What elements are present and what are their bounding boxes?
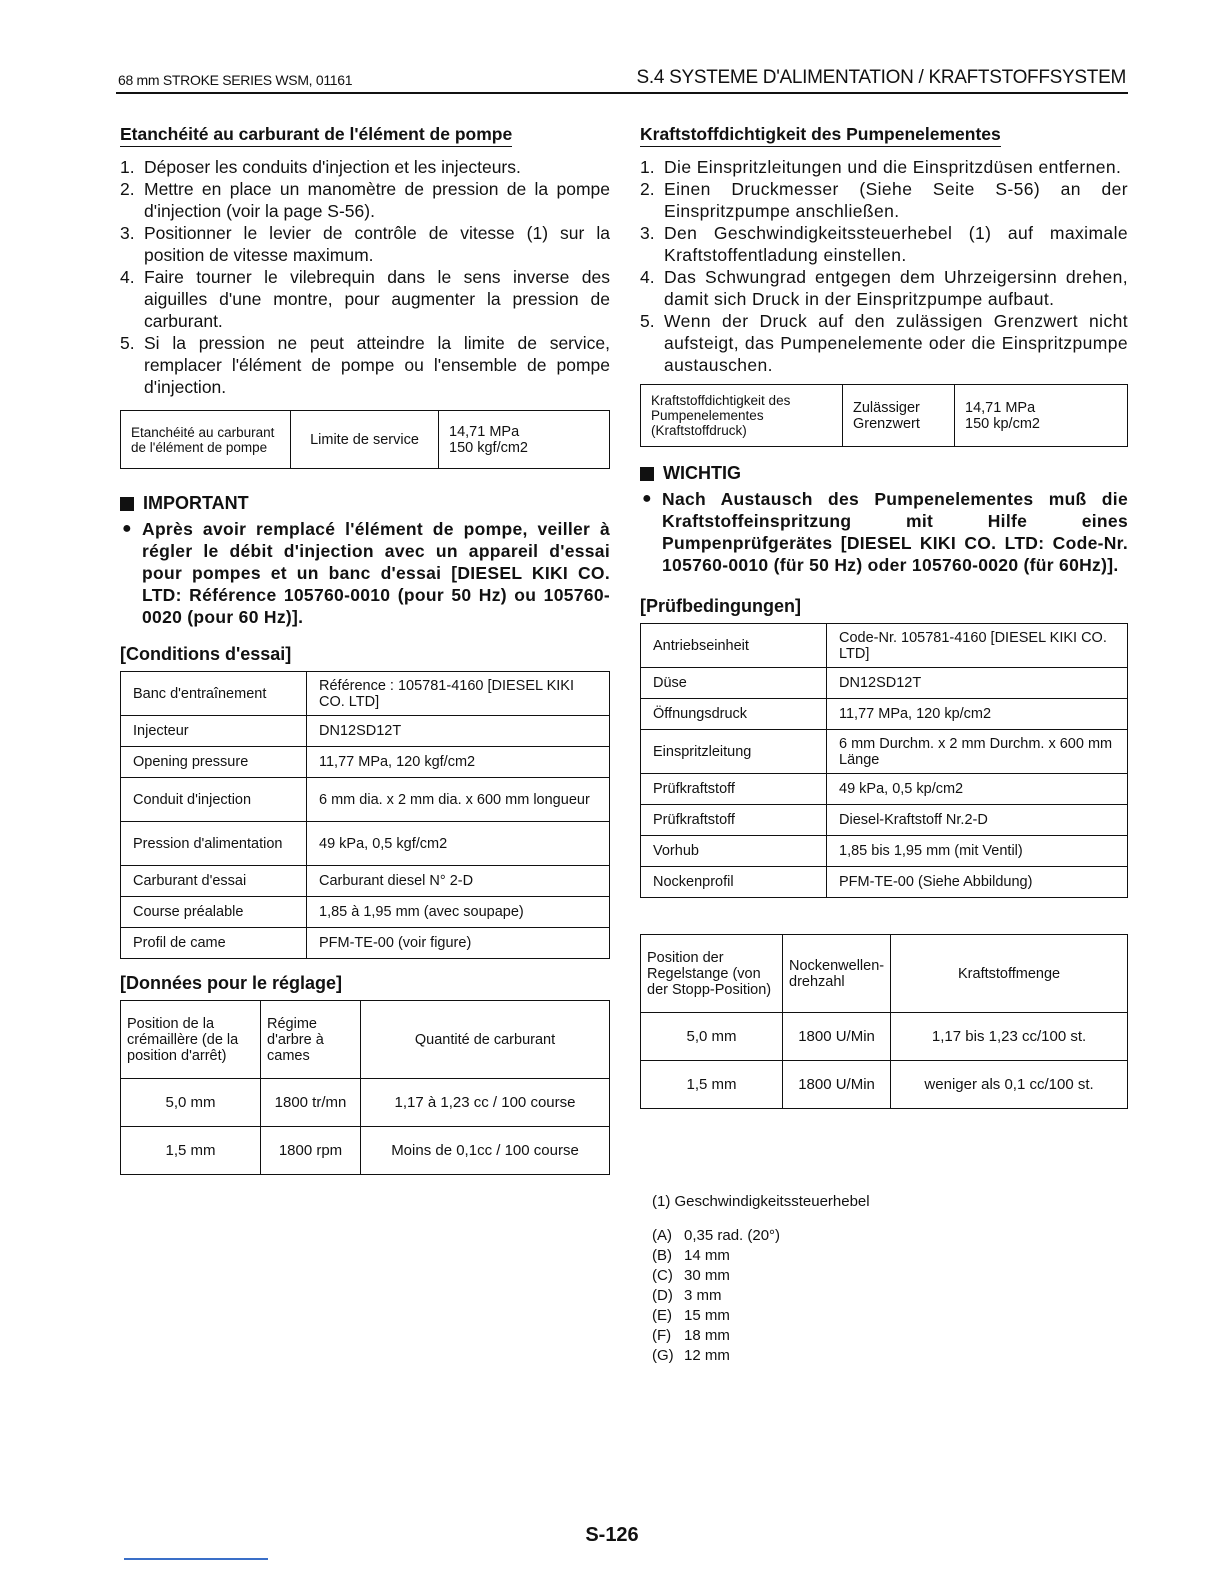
de-spec-table — [640, 384, 1128, 447]
fr-important-note — [120, 518, 610, 628]
condition-label: Carburant d'essai — [121, 866, 307, 897]
footer-rule — [124, 1558, 268, 1560]
adjust-header: Position de la crémaillère (de la position d'arrêt) — [121, 1001, 261, 1079]
black-square-icon — [120, 497, 134, 511]
step-text: Si la pression ne peut atteindre la limite de service, remplacer l'élément de pompe ou l'ensemble de pompe d'injection. — [144, 333, 610, 397]
fr-step — [120, 156, 610, 178]
fr-step — [120, 266, 610, 332]
spec-value-mpa: 14,71 MPa — [449, 423, 520, 440]
condition-value: 6 mm Durchm. x 2 mm Durchm. x 600 mm Länge — [827, 730, 1128, 774]
step-number: 4. — [640, 267, 655, 287]
table-row — [121, 778, 610, 822]
condition-label: Course préalable — [121, 897, 307, 928]
step-text: Positionner le levier de contrôle de vitesse (1) sur la position de vitesse maximum. — [144, 223, 610, 265]
condition-value: 11,77 MPa, 120 kp/cm2 — [827, 699, 1128, 730]
header-rule — [116, 92, 1128, 94]
condition-value: 1,85 à 1,95 mm (avec soupape) — [307, 897, 610, 928]
table-row — [641, 668, 1128, 699]
table-row — [121, 411, 610, 469]
step-text: Einen Druckmesser (Siehe Seite S-56) an der Einspritzpumpe anschließen. — [664, 179, 1128, 221]
step-text: Mettre en place un manomètre de pression de la pompe d'injection (voir la page S-56). — [144, 179, 610, 221]
condition-label: Vorhub — [641, 836, 827, 867]
spec-value-mpa: 14,71 MPa — [965, 399, 1036, 416]
condition-label: Injecteur — [121, 716, 307, 747]
legend-item — [652, 1346, 870, 1366]
step-number: 3. — [120, 223, 135, 243]
legend-key: (G) — [652, 1347, 674, 1364]
table-row — [121, 1079, 610, 1127]
condition-label: Prüfkraftstoff — [641, 805, 827, 836]
fr-conditions-title: [Conditions d'essai] — [120, 644, 292, 664]
de-step — [640, 266, 1128, 310]
de-conditions-table — [640, 623, 1128, 898]
condition-label: Öffnungsdruck — [641, 699, 827, 730]
condition-value: 11,77 MPa, 120 kgf/cm2 — [307, 747, 610, 778]
important-text: Après avoir remplacé l'élément de pompe, veiller à régler le débit d'injection avec un appareil d'essai pour pompes et un banc d'essai [DIESEL KIKI CO. LTD: Référence 105760-0010 (pour 50 Hz) ou 105760-0020 (pour 60 Hz)]. — [142, 519, 610, 627]
bullet-icon: ● — [642, 490, 652, 507]
step-number: 2. — [640, 179, 655, 199]
adjust-cell: 1800 U/Min — [783, 1061, 891, 1109]
legend-item — [652, 1246, 870, 1266]
fr-step — [120, 222, 610, 266]
fr-step — [120, 178, 610, 222]
spec-item: Etanchéité au carburant de l'élément de pompe — [121, 411, 291, 469]
adjust-header: Position der Regelstange (von der Stopp-Position) — [641, 935, 783, 1013]
de-step — [640, 178, 1128, 222]
spec-value-kp: 150 kp/cm2 — [965, 415, 1040, 432]
condition-value: 1,85 bis 1,95 mm (mit Ventil) — [827, 836, 1128, 867]
table-row — [121, 747, 610, 778]
table-row — [641, 805, 1128, 836]
table-row — [121, 897, 610, 928]
spec-value — [955, 385, 1128, 447]
legend-value: 18 mm — [684, 1327, 730, 1344]
fr-steps — [120, 156, 610, 398]
condition-label: Düse — [641, 668, 827, 699]
condition-label: Prüfkraftstoff — [641, 774, 827, 805]
condition-value: PFM-TE-00 (voir figure) — [307, 928, 610, 959]
table-row — [121, 672, 610, 716]
adjust-cell: 1800 U/Min — [783, 1013, 891, 1061]
adjust-cell: 1,5 mm — [641, 1061, 783, 1109]
de-conditions-title: [Prüfbedingungen] — [640, 596, 801, 616]
fr-adjust-table — [120, 1000, 610, 1175]
french-column — [120, 124, 610, 1175]
condition-label: Antriebseinheit — [641, 624, 827, 668]
de-step — [640, 156, 1128, 178]
step-text: Das Schwungrad entgegen dem Uhrzeigersinn drehen, damit sich Druck in der Einspritzpumpe aufbaut. — [664, 267, 1128, 309]
figure-legend — [652, 1192, 870, 1366]
condition-value: DN12SD12T — [827, 668, 1128, 699]
adjust-cell: Moins de 0,1cc / 100 course — [361, 1127, 610, 1175]
condition-label: Pression d'alimentation — [121, 822, 307, 866]
legend-item — [652, 1266, 870, 1286]
step-number: 1. — [120, 157, 135, 177]
table-row — [121, 866, 610, 897]
table-row — [641, 836, 1128, 867]
legend-value: 15 mm — [684, 1307, 730, 1324]
important-label: WICHTIG — [663, 463, 741, 483]
step-text: Déposer les conduits d'injection et les injecteurs. — [144, 157, 521, 177]
de-important-title — [640, 463, 1128, 484]
table-row — [121, 822, 610, 866]
adjust-header: Nockenwellen-drehzahl — [783, 935, 891, 1013]
fr-step — [120, 332, 610, 398]
legend-key: (D) — [652, 1287, 673, 1304]
legend-lead: (1) Geschwindigkeitssteuerhebel — [652, 1193, 870, 1210]
condition-value: Diesel-Kraftstoff Nr.2-D — [827, 805, 1128, 836]
table-row — [641, 730, 1128, 774]
table-row — [641, 624, 1128, 668]
condition-label: Profil de came — [121, 928, 307, 959]
step-number: 5. — [640, 311, 655, 331]
adjust-cell: 1800 tr/mn — [261, 1079, 361, 1127]
german-column — [640, 124, 1128, 1109]
adjust-cell: 1,5 mm — [121, 1127, 261, 1175]
fr-important-title — [120, 493, 610, 514]
legend-item — [652, 1326, 870, 1346]
legend-key: (E) — [652, 1307, 672, 1324]
adjust-cell: 5,0 mm — [121, 1079, 261, 1127]
table-row — [641, 774, 1128, 805]
legend-item — [652, 1306, 870, 1326]
condition-value: 49 kPa, 0,5 kp/cm2 — [827, 774, 1128, 805]
spec-value — [439, 411, 610, 469]
page-number: S-126 — [585, 1524, 639, 1546]
step-text: Wenn der Druck auf den zulässigen Grenzwert nicht aufsteigt, das Pumpenelemente oder die Einspritzpumpe austauschen. — [664, 311, 1128, 375]
legend-key: (F) — [652, 1327, 672, 1344]
spec-item: Kraftstoffdichtigkeit des Pumpenelementes (Kraftstoffdruck) — [641, 385, 843, 447]
table-row — [641, 1061, 1128, 1109]
adjust-cell: 1,17 à 1,23 cc / 100 course — [361, 1079, 610, 1127]
adjust-header: Kraftstoffmenge — [891, 935, 1128, 1013]
condition-label: Banc d'entraînement — [121, 672, 307, 716]
condition-value: Code-Nr. 105781-4160 [DIESEL KIKI CO. LTD] — [827, 624, 1128, 668]
table-row — [121, 1127, 610, 1175]
step-text: Die Einspritzleitungen und die Einspritzdüsen entfernen. — [664, 157, 1122, 177]
de-step — [640, 310, 1128, 376]
legend-value: 3 mm — [684, 1287, 722, 1304]
legend-value: 30 mm — [684, 1267, 730, 1284]
condition-value: 6 mm dia. x 2 mm dia. x 600 mm longueur — [307, 778, 610, 822]
de-section-title: Kraftstoffdichtigkeit des Pumpenelementes — [640, 124, 1001, 147]
de-steps — [640, 156, 1128, 376]
condition-value: Carburant diesel N° 2-D — [307, 866, 610, 897]
condition-label: Einspritzleitung — [641, 730, 827, 774]
table-row — [641, 1013, 1128, 1061]
step-number: 1. — [640, 157, 655, 177]
spec-value-kgf: 150 kgf/cm2 — [449, 439, 528, 456]
header-document-id: 68 mm STROKE SERIES WSM, 01161 — [118, 72, 353, 88]
legend-value: 14 mm — [684, 1247, 730, 1264]
step-number: 2. — [120, 179, 135, 199]
step-number: 4. — [120, 267, 135, 287]
table-row — [121, 716, 610, 747]
table-row — [641, 699, 1128, 730]
fr-adjust-title: [Données pour le réglage] — [120, 973, 343, 993]
spec-limit-label: Zulässiger Grenzwert — [843, 385, 955, 447]
adjust-cell: 1800 rpm — [261, 1127, 361, 1175]
condition-value: 49 kPa, 0,5 kgf/cm2 — [307, 822, 610, 866]
de-step — [640, 222, 1128, 266]
step-number: 5. — [120, 333, 135, 353]
condition-value: Référence : 105781-4160 [DIESEL KIKI CO. LTD] — [307, 672, 610, 716]
de-adjust-table — [640, 934, 1128, 1109]
legend-item — [652, 1226, 870, 1246]
header-section-title: S.4 SYSTEME D'ALIMENTATION / KRAFTSTOFFSYSTEM — [636, 67, 1126, 88]
condition-label: Nockenprofil — [641, 867, 827, 898]
table-header-row — [641, 935, 1128, 1013]
fr-spec-table — [120, 410, 610, 469]
table-row — [121, 928, 610, 959]
legend-key: (B) — [652, 1247, 672, 1264]
step-text: Den Geschwindigkeitssteuerhebel (1) auf maximale Kraftstoffentladung einstellen. — [664, 223, 1128, 265]
fr-conditions-table — [120, 671, 610, 959]
condition-label: Conduit d'injection — [121, 778, 307, 822]
legend-key: (A) — [652, 1227, 672, 1244]
condition-value: PFM-TE-00 (Siehe Abbildung) — [827, 867, 1128, 898]
spec-limit-label: Limite de service — [291, 411, 439, 469]
adjust-cell: 1,17 bis 1,23 cc/100 st. — [891, 1013, 1128, 1061]
condition-value: DN12SD12T — [307, 716, 610, 747]
black-square-icon — [640, 467, 654, 481]
bullet-icon: ● — [122, 520, 132, 537]
adjust-header: Régime d'arbre à cames — [261, 1001, 361, 1079]
step-text: Faire tourner le vilebrequin dans le sens inverse des aiguilles d'une montre, pour augmenter la pression de carburant. — [144, 267, 610, 331]
legend-value: 12 mm — [684, 1347, 730, 1364]
fr-section-title: Etanchéité au carburant de l'élément de pompe — [120, 124, 512, 147]
legend-item — [652, 1286, 870, 1306]
legend-value: 0,35 rad. (20°) — [684, 1227, 781, 1244]
table-row — [641, 867, 1128, 898]
de-important-note — [640, 488, 1128, 576]
adjust-header: Quantité de carburant — [361, 1001, 610, 1079]
table-header-row — [121, 1001, 610, 1079]
legend-key: (C) — [652, 1267, 673, 1284]
step-number: 3. — [640, 223, 655, 243]
adjust-cell: 5,0 mm — [641, 1013, 783, 1061]
important-label: IMPORTANT — [143, 493, 249, 513]
table-row — [641, 385, 1128, 447]
important-text: Nach Austausch des Pumpenelementes muß die Kraftstoffeinspritzung mit Hilfe eines Pumpenprüfgerätes [DIESEL KIKI CO. LTD: Code-Nr. 105760-0010 (für 50 Hz) oder 105760-0020 (für 60Hz)]. — [662, 489, 1128, 575]
adjust-cell: weniger als 0,1 cc/100 st. — [891, 1061, 1128, 1109]
condition-label: Opening pressure — [121, 747, 307, 778]
